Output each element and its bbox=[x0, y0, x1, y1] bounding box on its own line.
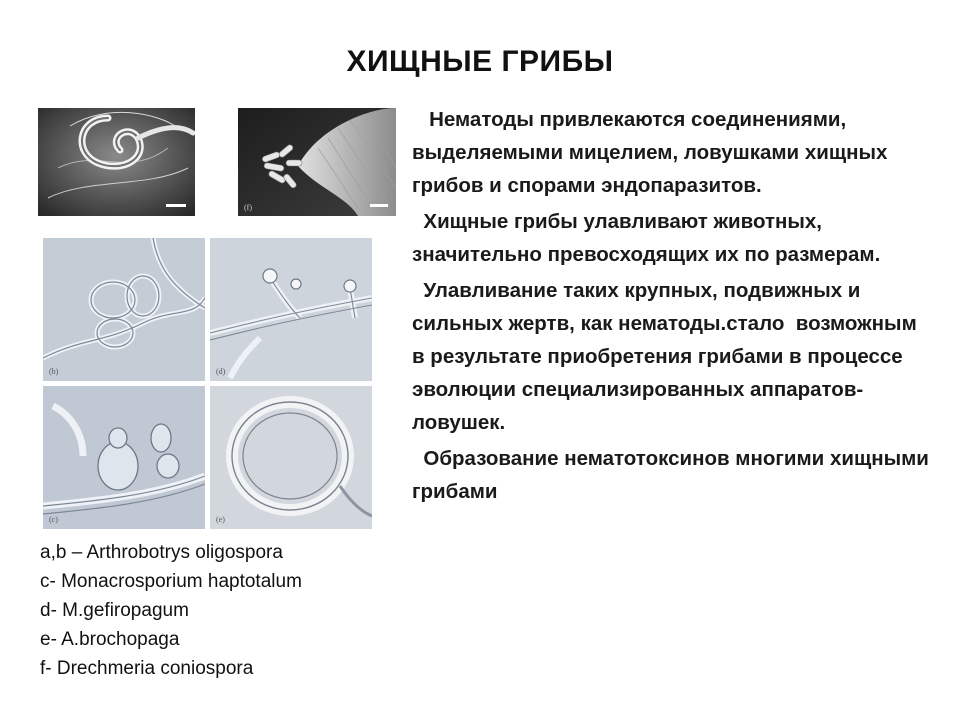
body-text bbox=[412, 103, 935, 511]
micrograph-d-adhesive-knobs bbox=[210, 238, 372, 381]
slide-title: ХИЩНЫЕ ГРИБЫ bbox=[346, 45, 614, 78]
sem-photo-nematode-trap bbox=[38, 108, 195, 216]
caption-f: f- Drechmeria coniospora bbox=[40, 658, 254, 679]
figure-label-c: (c) bbox=[49, 515, 58, 524]
caption-c: c- Monacrosporium haptotalum bbox=[40, 571, 302, 592]
figure-label-b: (b) bbox=[49, 367, 59, 376]
caption-d: d- M.gefiropagum bbox=[40, 600, 189, 621]
paragraph-capture: Хищные грибы улавливают животных, значительно превосходящих их по размерам. bbox=[412, 210, 881, 266]
caption-ab: a,b – Arthrobotrys oligospora bbox=[40, 542, 283, 563]
figure-label-e: (e) bbox=[216, 515, 225, 524]
paragraph-attraction: Нематоды привлекаются соединениями, выделяемыми мицелием, ловушками хищных грибов и спорами эндопаразитов. bbox=[412, 108, 894, 197]
species-caption-list bbox=[40, 538, 400, 683]
paragraph-nematotoxins: Образование нематотоксинов многими хищными грибами bbox=[412, 447, 935, 503]
micrograph-b-network-trap bbox=[43, 238, 205, 381]
caption-e: e- A.brochopaga bbox=[40, 629, 180, 650]
micrograph-c-stalked-knobs bbox=[43, 386, 205, 529]
figure-label-d: (d) bbox=[216, 367, 226, 376]
micrograph-e-constricting-ring bbox=[210, 386, 372, 529]
paragraph-evolution: Улавливание таких крупных, подвижных и сильных жертв, как нематоды.стало возможным в результате приобретения грибами в процессе эволюции специализированных аппаратов-ловушек. bbox=[412, 279, 923, 434]
figure-label-f: (f) bbox=[244, 203, 252, 212]
sem-photo-nematode-head bbox=[238, 108, 396, 216]
